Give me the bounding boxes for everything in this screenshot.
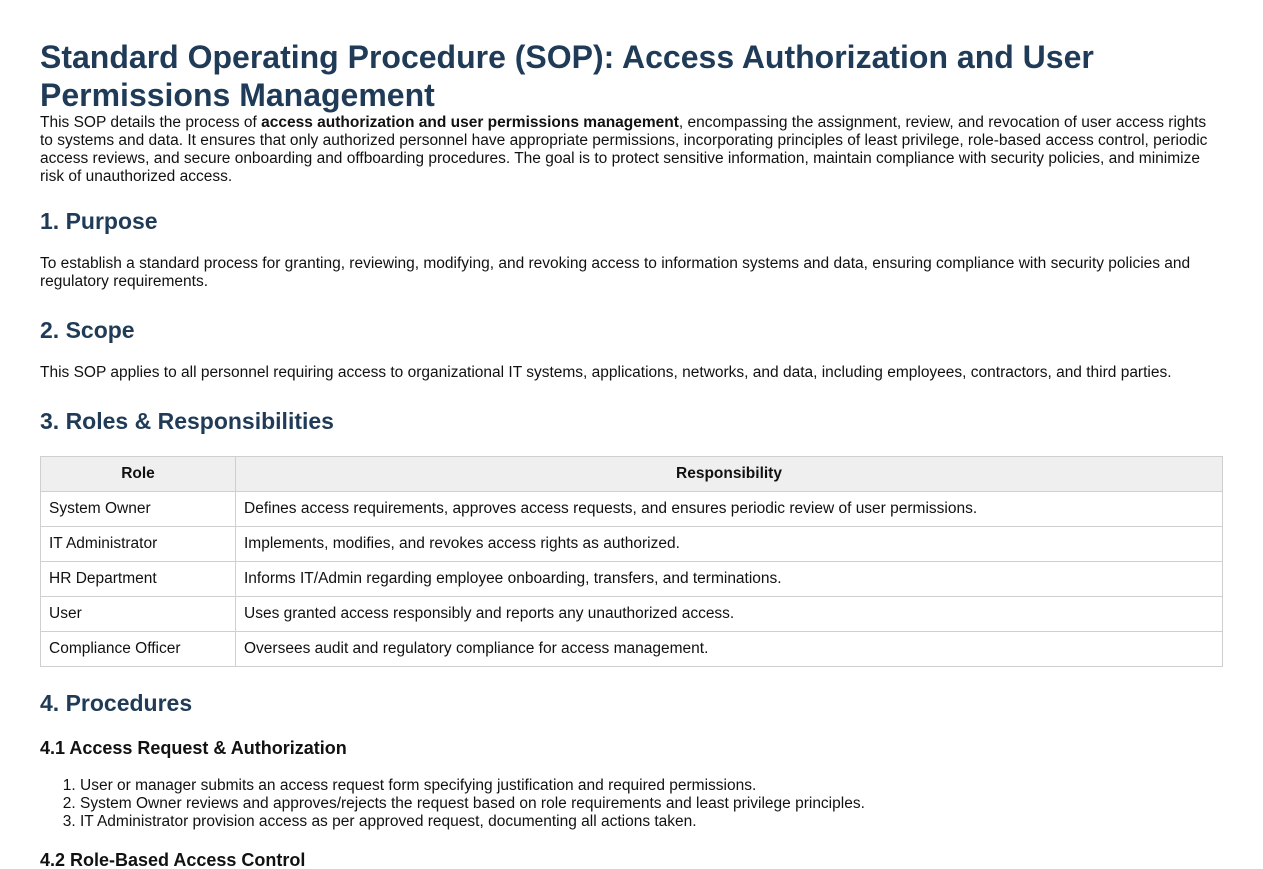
role-cell: User (41, 597, 236, 632)
table-row (41, 597, 1223, 632)
responsibility-cell: Oversees audit and regulatory compliance for access management. (236, 632, 1223, 667)
list-item: 2. System Owner reviews and approves/rejects the request based on role requirements and least privilege principles. (80, 795, 1223, 813)
access-request-steps (40, 777, 1223, 831)
responsibility-cell: Defines access requirements, approves access requests, and ensures periodic review of user permissions. (236, 492, 1223, 527)
intro-text-end: , encompassing the assignment, review, and revocation of user access rights to systems and data. It ensures that only authorized personnel have appropriate permissions, incorporating principles of least privilege, role-based access control, periodic access reviews, and secure onboarding and offboarding procedures. The goal is to protect sensitive information, maintain compliance with security policies, and minimize risk of unauthorized access. (40, 114, 1208, 185)
page-title: Standard Operating Procedure (SOP): Access Authorization and User Permissions Management (40, 39, 1094, 113)
procedures-heading: 4. Procedures (40, 690, 193, 716)
table-row (41, 527, 1223, 562)
role-cell: IT Administrator (41, 527, 236, 562)
subsection-heading-rbac: 4.2 Role-Based Access Control (40, 850, 306, 869)
scope-heading: 2. Scope (40, 317, 135, 343)
column-header-responsibility: Responsibility (236, 457, 1223, 492)
role-cell: HR Department (41, 562, 236, 597)
table-row (41, 492, 1223, 527)
intro-text-start: This SOP details the process of (40, 114, 262, 131)
role-cell: System Owner (41, 492, 236, 527)
purpose-heading: 1. Purpose (40, 208, 158, 234)
purpose-text: To establish a standard process for granting, reviewing, modifying, and revoking access to information systems and data, ensuring compliance with security policies and regulatory requirements. (40, 255, 1191, 290)
list-item: 1. User or manager submits an access request form specifying justification and required permissions. (80, 777, 1223, 795)
responsibility-cell: Informs IT/Admin regarding employee onboarding, transfers, and terminations. (236, 562, 1223, 597)
intro-paragraph (40, 114, 1223, 186)
table-row (41, 632, 1223, 667)
roles-table-header-row (41, 457, 1223, 492)
roles-heading: 3. Roles & Responsibilities (40, 408, 334, 434)
column-header-role: Role (41, 457, 236, 492)
roles-table (40, 456, 1223, 667)
list-item: 3. IT Administrator provision access as per approved request, documenting all actions taken. (80, 813, 1223, 831)
scope-text: This SOP applies to all personnel requiring access to organizational IT systems, applications, networks, and data, including employees, contractors, and third parties. (40, 364, 1172, 381)
role-cell: Compliance Officer (41, 632, 236, 667)
subsection-heading-access-request: 4.1 Access Request & Authorization (40, 738, 347, 758)
table-row (41, 562, 1223, 597)
responsibility-cell: Implements, modifies, and revokes access rights as authorized. (236, 527, 1223, 562)
responsibility-cell: Uses granted access responsibly and reports any unauthorized access. (236, 597, 1223, 632)
intro-bold-text: access authorization and user permissions management (261, 114, 679, 131)
